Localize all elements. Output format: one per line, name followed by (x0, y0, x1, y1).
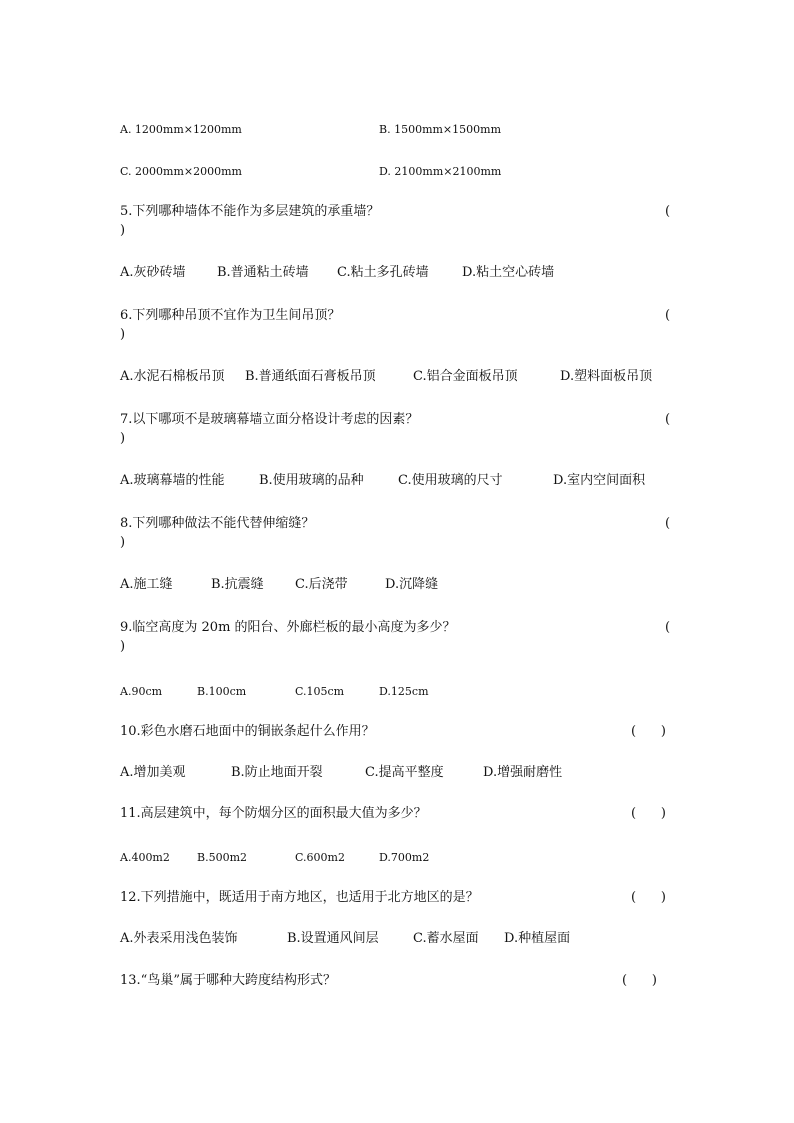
option-c: C. 2000mm×2000mm (120, 165, 242, 178)
answer-paren-open: ( (665, 516, 671, 531)
option-c: C.铝合金面板吊顶 (413, 369, 518, 384)
answer-parens: ( ) (631, 724, 666, 739)
question-text: 11.高层建筑中，每个防烟分区的面积最大值为多少？ (120, 806, 427, 821)
option-a: A.水泥石棉板吊顶 (120, 369, 225, 384)
option-d: D.沉降缝 (385, 577, 439, 592)
question-text: 10.彩色水磨石地面中的铜嵌条起什么作用？ (120, 724, 375, 739)
answer-paren-open: ( (665, 204, 671, 219)
question-text: 13.“鸟巢”属于哪种大跨度结构形式？ (120, 973, 336, 988)
answer-paren-close: ) (120, 431, 126, 446)
option-b: B.防止地面开裂 (231, 765, 323, 780)
option-b: B.普通纸面石膏板吊顶 (245, 369, 376, 384)
option-c: C.后浇带 (295, 577, 348, 592)
question-text: 8.下列哪种做法不能代替伸缩缝？ (120, 516, 315, 531)
option-b: B.抗震缝 (211, 577, 264, 592)
option-b: B.设置通风间层 (287, 931, 379, 946)
option-d: D.增强耐磨性 (483, 765, 563, 780)
question-text: 5.下列哪种墙体不能作为多层建筑的承重墙？ (120, 204, 380, 219)
option-a: A.90cm (120, 685, 163, 698)
answer-parens: ( ) (631, 890, 666, 905)
option-c: C.600m2 (295, 851, 345, 864)
option-c: C.蓄水屋面 (413, 931, 479, 946)
option-c: C.105cm (295, 685, 345, 698)
option-d: D.粘土空心砖墙 (462, 265, 555, 280)
answer-paren-open: ( (665, 308, 671, 323)
option-c: C.提高平整度 (365, 765, 444, 780)
option-d: D.125cm (379, 685, 429, 698)
question-text: 6.下列哪种吊顶不宜作为卫生间吊顶？ (120, 308, 341, 323)
option-a: A.400m2 (120, 851, 170, 864)
option-c: C.粘土多孔砖墙 (337, 265, 429, 280)
option-a: A. 1200mm×1200mm (120, 123, 242, 136)
answer-paren-close: ) (120, 223, 126, 238)
option-b: B.100cm (197, 685, 247, 698)
answer-parens: ( ) (631, 806, 666, 821)
option-c: C.使用玻璃的尺寸 (398, 473, 503, 488)
answer-paren-close: ) (120, 327, 126, 342)
answer-paren-open: ( (665, 620, 671, 635)
option-a: A.玻璃幕墙的性能 (120, 473, 225, 488)
option-b: B.使用玻璃的品种 (259, 473, 364, 488)
option-d: D.700m2 (379, 851, 430, 864)
option-d: D.塑料面板吊顶 (560, 369, 653, 384)
option-b: B.500m2 (197, 851, 248, 864)
option-b: B. 1500mm×1500mm (379, 123, 502, 136)
option-d: D.室内空间面积 (553, 473, 646, 488)
option-d: D. 2100mm×2100mm (379, 165, 502, 178)
question-text: 7.以下哪项不是玻璃幕墙立面分格设计考虑的因素？ (120, 412, 419, 427)
option-a: A.增加美观 (120, 765, 186, 780)
answer-paren-close: ) (120, 535, 126, 550)
question-text: 9.临空高度为 20m 的阳台、外廊栏板的最小高度为多少？ (120, 620, 456, 635)
answer-paren-close: ) (120, 639, 126, 654)
option-a: A.施工缝 (120, 577, 173, 592)
answer-paren-open: ( (665, 412, 671, 427)
option-a: A.灰砂砖墙 (120, 265, 186, 280)
question-text: 12.下列措施中，既适用于南方地区，也适用于北方地区的是？ (120, 890, 479, 905)
option-a: A.外表采用浅色装饰 (120, 931, 238, 946)
answer-parens: ( ) (622, 973, 657, 988)
option-d: D.种植屋面 (504, 931, 571, 946)
option-b: B.普通粘土砖墙 (217, 265, 309, 280)
